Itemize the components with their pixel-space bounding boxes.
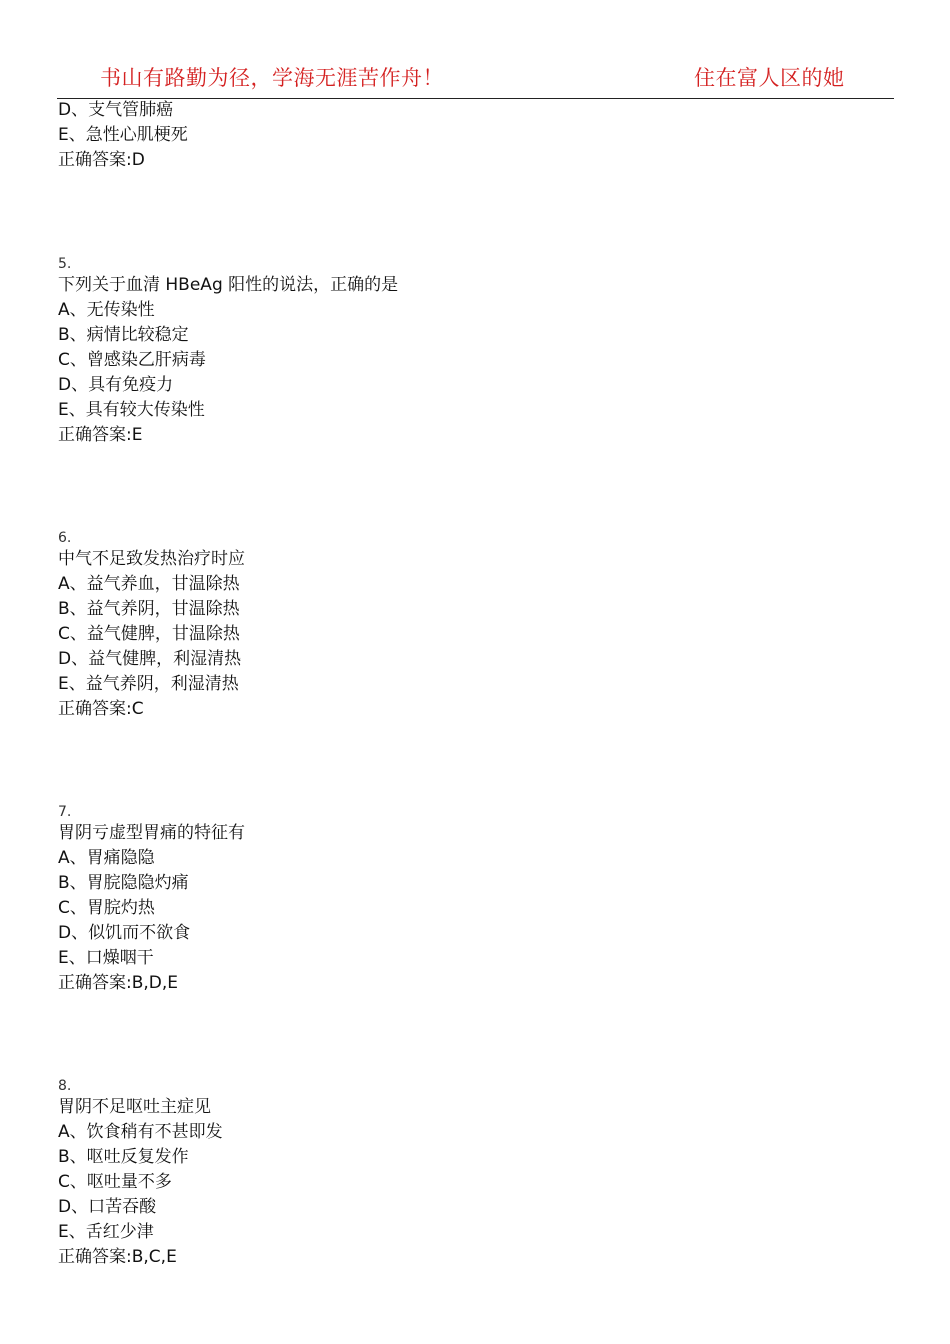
header-divider xyxy=(57,98,894,99)
correct-answer: 正确答案:B,D,E xyxy=(58,973,179,993)
option-d: D、益气健脾，利湿清热 xyxy=(58,649,242,669)
option-e: E、舌红少津 xyxy=(58,1222,154,1242)
option-c: C、曾感染乙肝病毒 xyxy=(58,350,206,370)
option-d: D、似饥而不欲食 xyxy=(58,923,191,943)
header-motto-left: 书山有路勤为径，学海无涯苦作舟！ xyxy=(100,66,444,90)
question-stem: 中气不足致发热治疗时应 xyxy=(58,549,245,569)
option-d: D、口苦吞酸 xyxy=(58,1197,157,1217)
option-d: D、支气管肺癌 xyxy=(58,100,174,120)
question-number: 6. xyxy=(58,530,72,546)
correct-answer: 正确答案:B,C,E xyxy=(58,1247,177,1267)
correct-answer: 正确答案:D xyxy=(58,150,145,170)
page-header xyxy=(0,0,950,100)
option-b: B、益气养阴，甘温除热 xyxy=(58,599,240,619)
correct-answer: 正确答案:E xyxy=(58,425,143,445)
option-e: E、急性心肌梗死 xyxy=(58,125,188,145)
question-stem: 胃阴不足呕吐主症见 xyxy=(58,1097,211,1117)
option-e: E、具有较大传染性 xyxy=(58,400,205,420)
question-stem: 胃阴亏虚型胃痛的特征有 xyxy=(58,823,245,843)
option-c: C、呕吐量不多 xyxy=(58,1172,172,1192)
option-a: A、饮食稍有不甚即发 xyxy=(58,1122,223,1142)
option-d: D、具有免疫力 xyxy=(58,375,174,395)
question-number: 7. xyxy=(58,804,72,820)
option-a: A、无传染性 xyxy=(58,300,155,320)
option-b: B、病情比较稳定 xyxy=(58,325,189,345)
question-number: 8. xyxy=(58,1078,72,1094)
header-motto-right: 住在富人区的她 xyxy=(694,66,845,90)
question-number: 5. xyxy=(58,256,72,272)
correct-answer: 正确答案:C xyxy=(58,699,144,719)
option-c: C、胃脘灼热 xyxy=(58,898,155,918)
option-b: B、呕吐反复发作 xyxy=(58,1147,189,1167)
question-stem: 下列关于血清 HBeAg 阳性的说法，正确的是 xyxy=(58,275,399,295)
option-c: C、益气健脾，甘温除热 xyxy=(58,624,240,644)
option-a: A、胃痛隐隐 xyxy=(58,848,155,868)
option-e: E、口燥咽干 xyxy=(58,948,154,968)
option-a: A、益气养血，甘温除热 xyxy=(58,574,240,594)
option-b: B、胃脘隐隐灼痛 xyxy=(58,873,189,893)
option-e: E、益气养阴，利湿清热 xyxy=(58,674,239,694)
